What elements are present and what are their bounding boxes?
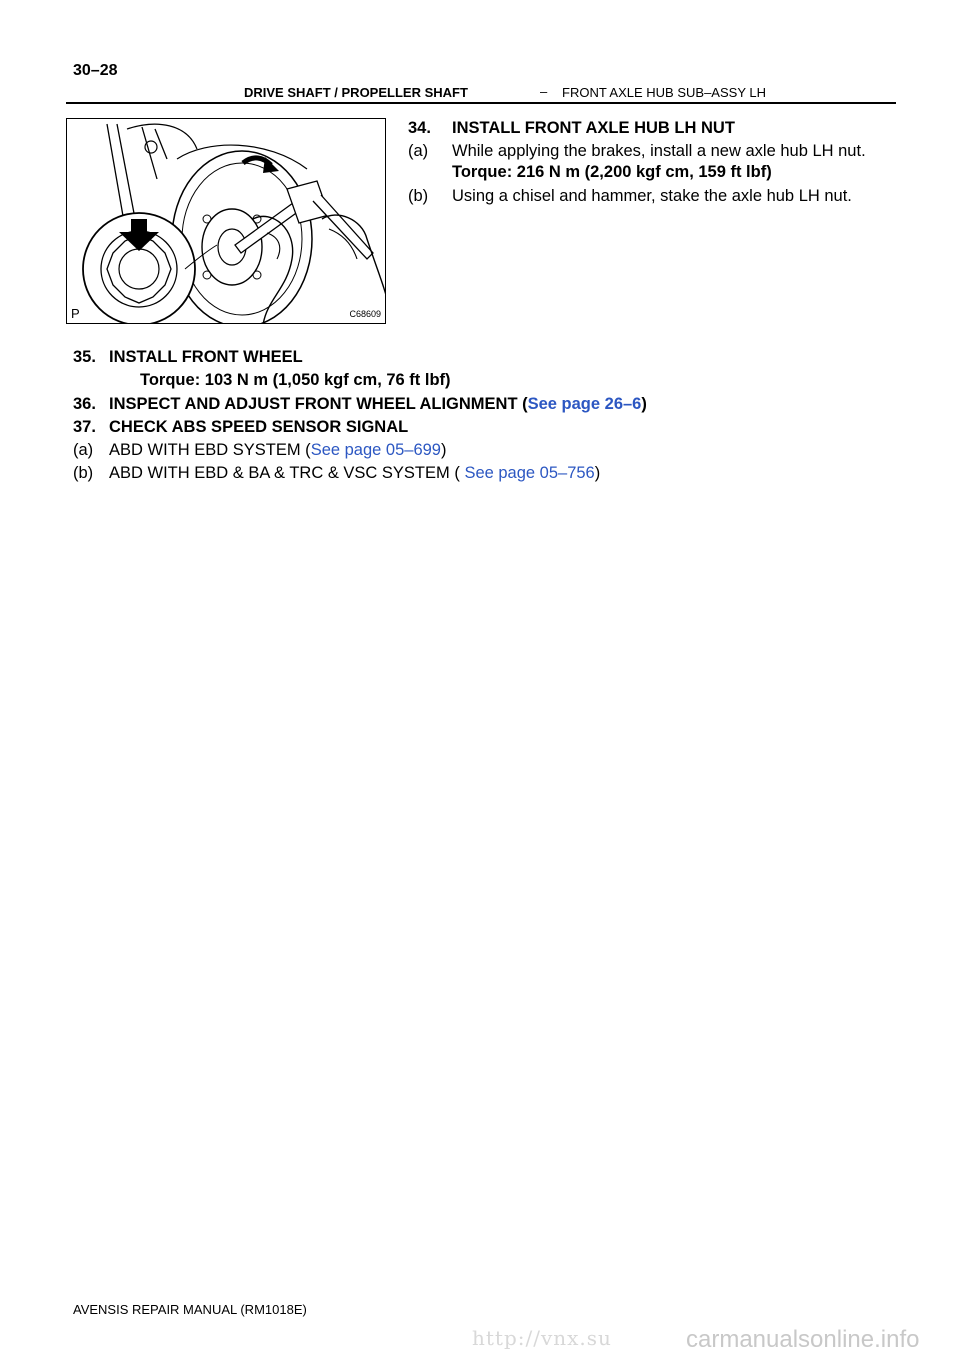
subsection-title: FRONT AXLE HUB SUB–ASSY LH [562,85,766,100]
figure-label-p: P [71,306,80,321]
illustration-axle-hub-nut [66,118,386,324]
step-37b-link[interactable]: See page 05–756 [464,464,595,482]
axle-hub-drawing [67,119,386,324]
step-37b-text: ABD WITH EBD & BA & TRC & VSC SYSTEM ( [109,464,465,482]
step-36-title: INSPECT AND ADJUST FRONT WHEEL ALIGNMENT ( [109,395,528,413]
step-37a-label: (a) [73,441,94,459]
step-35-torque: Torque: 103 N m (1,050 kgf cm, 76 ft lbf) [140,371,451,389]
step-37b-line [73,463,601,483]
step-34-title-line [408,118,735,138]
page-number: 30–28 [73,62,118,79]
step-37-title: CHECK ABS SPEED SENSOR SIGNAL [109,418,409,436]
step-34a-label: (a) [408,142,429,160]
step-36-number: 36. [73,395,96,413]
step-34a-text: While applying the brakes, install a new axle hub LH nut. [452,142,866,160]
step-34a-line [408,141,866,161]
header-separator: – [540,84,548,99]
step-37a-close: ) [440,441,447,459]
section-header [66,84,896,104]
step-35-title-line [73,347,303,367]
step-36-line [73,394,647,414]
step-34b-line [408,186,852,206]
footer-manual-title: AVENSIS REPAIR MANUAL (RM1018E) [73,1302,307,1317]
step-37b-label: (b) [73,464,94,482]
step-34a-torque: Torque: 216 N m (2,200 kgf cm, 159 ft lbf) [452,163,772,181]
step-37a-line [73,440,447,460]
step-34b-label: (b) [408,187,429,205]
figure-id: C68609 [349,309,381,319]
step-36-close: ) [641,395,647,413]
watermark-vnx: http://vnx.su [472,1326,612,1350]
step-34b-text: Using a chisel and hammer, stake the axle hub LH nut. [452,187,852,205]
section-title: DRIVE SHAFT / PROPELLER SHAFT [244,85,468,100]
step-37-number: 37. [73,418,96,436]
step-35-number: 35. [73,348,96,366]
step-34-title: INSTALL FRONT AXLE HUB LH NUT [452,119,735,137]
step-37-title-line [73,417,409,437]
step-35-title: INSTALL FRONT WHEEL [109,348,303,366]
watermark-carmanuals: carmanualsonline.info [686,1326,920,1353]
step-37b-close: ) [594,464,601,482]
step-36-link[interactable]: See page 26–6 [527,395,642,413]
step-37a-text: ABD WITH EBD SYSTEM ( [109,441,311,459]
step-34-number: 34. [408,119,431,137]
step-37a-link[interactable]: See page 05–699 [310,441,441,459]
